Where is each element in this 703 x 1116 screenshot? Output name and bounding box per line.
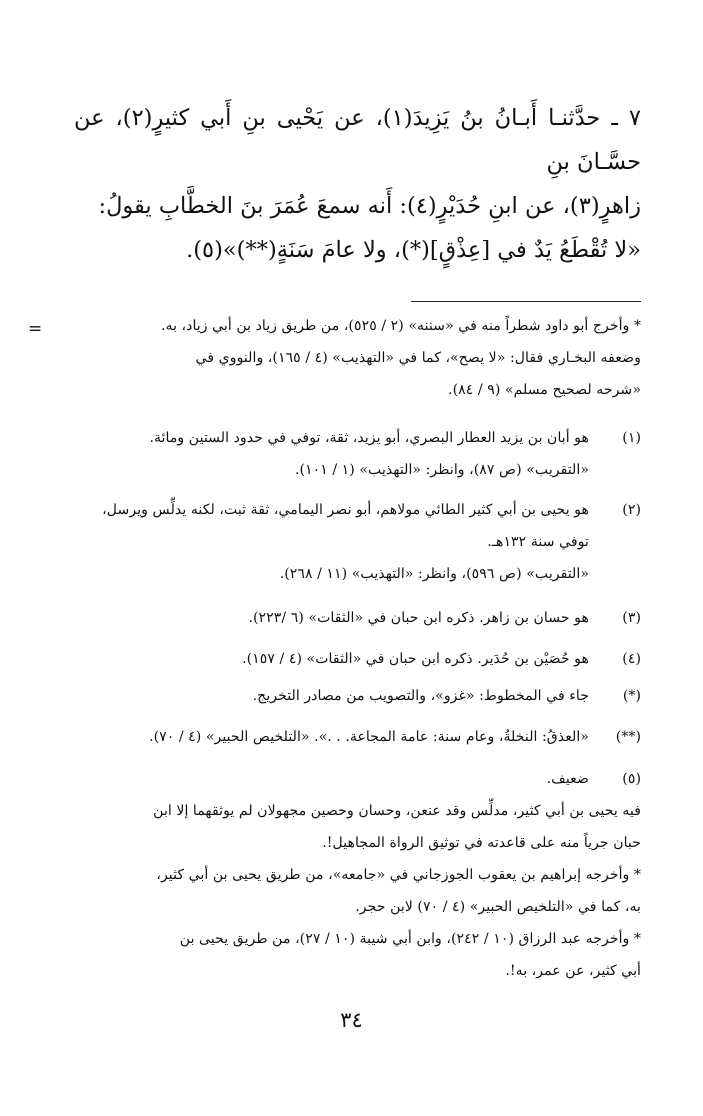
footnote-line: حبان جرياً منه على قاعدته في توثيق الرواة المجاهيل!. <box>322 835 641 851</box>
footnote-continuation <box>80 310 641 406</box>
hadith-text <box>74 96 641 272</box>
footnote-separator <box>411 301 641 302</box>
hadith-line: ٧ ـ حدَّثنـا أَبـانُ بنُ يَزِيدَ(١)، عن يَحْيى بنِ أَبي كثيرٍ(٢)، عن حسَّـانَ بنِ <box>74 105 641 175</box>
footnote-line: * وأخرج أبو داود شطراً منه في «سننه» (٢ / ٥٢٥)، من طريق زياد بن أبي زياد، به. <box>160 318 641 334</box>
footnote-marker: (٥) <box>622 771 641 787</box>
footnote-line: هو أبان بن يزيد العطار البصري، أبو يزيد، ثقة، توفي في حدود الستين ومائة. <box>149 430 589 446</box>
footnote-line: «التقريب» (ص ٥٩٦)، وانظر: «التهذيب» (١١ / ٢٦٨). <box>279 566 589 582</box>
footnote-marker: (**) <box>615 729 641 745</box>
footnote-4 <box>80 643 641 675</box>
footnote-line: «شرحه لصحيح مسلم» (٩ / ٨٤). <box>448 382 641 398</box>
footnote-marker: (٢) <box>622 502 641 518</box>
footnote-marker: (٤) <box>622 651 641 667</box>
footnote-line: هو يحيى بن أبي كثير الطائي مولاهم، أبو نصر اليمامي، ثقة ثبت، لكنه يدلِّس ويرسل، <box>102 502 589 518</box>
continuation-mark: = <box>28 319 43 339</box>
footnote-line: جاء في المخطوط: «غزو»، والتصويب من مصادر التخريج. <box>252 688 589 704</box>
footnote-marker: (*) <box>622 688 641 704</box>
footnote-line: هو حسان بن زاهر. ذكره ابن حبان في «الثقات» (٦ /٢٢٣). <box>248 610 589 626</box>
footnote-line: ضعيف. <box>546 771 589 787</box>
footnote-line: وضعفه البخـاري فقال: «لا يصح»، كما في «التهذيب» (٤ / ١٦٥)، والنووي في <box>195 350 641 366</box>
footnote-3 <box>80 602 641 634</box>
hadith-line: «لا تُقْطَعُ يَدٌ في [عِذْقٍ](*)، ولا عامَ سَنَةٍ(**)»(٥). <box>186 237 641 263</box>
footnote-line: * وأخرجه إبراهيم بن يعقوب الجوزجاني في «جامعه»، من طريق يحيى بن أبي كثير، <box>156 867 641 883</box>
footnote-2 <box>80 494 641 590</box>
footnote-line: توفي سنة ١٣٢هـ. <box>487 534 589 550</box>
hadith-line: زاهرٍ(٣)، عن ابنِ حُدَيْرٍ(٤): أَنه سمعَ عُمَرَ بنَ الخطَّابِ يقولُ: <box>98 193 641 219</box>
footnote-5 <box>80 763 641 795</box>
footnote-star <box>80 680 641 712</box>
footnote-marker: (١) <box>622 430 641 446</box>
footnote-marker: (٣) <box>622 610 641 626</box>
page-number: ٣٤ <box>340 1008 363 1032</box>
footnote-line: «التقريب» (ص ٨٧)، وانظر: «التهذيب» (١ / ١٠١). <box>294 462 589 478</box>
footnote-line: هو حُصَيْن بن حُدَير. ذكره ابن حبان في «الثقات» (٤ / ١٥٧). <box>242 651 589 667</box>
footnote-line: أبي كثير، عن عمر، به!. <box>505 963 641 979</box>
footnote-line: «العذقُ: النخلةُ، وعام سنة: عامة المجاعة. . .». «التلخيص الحبير» (٤ / ٧٠). <box>149 729 589 745</box>
footnote-double-star <box>80 721 641 753</box>
footnote-line: فيه يحيى بن أبي كثير، مدلِّس وقد عنعن، وحسان وحصين مجهولان لم يوثقهما إلا ابن <box>153 803 641 819</box>
footnote-1 <box>80 422 641 486</box>
footnote-line: به، كما في «التلخيص الحبير» (٤ / ٧٠) لابن حجر. <box>355 899 641 915</box>
footnote-line: * وأخرجه عبد الرزاق (١٠ / ٢٤٢)، وابن أبي شيبة (١٠ / ٢٧)، من طريق يحيى بن <box>179 931 641 947</box>
footnote-5-commentary <box>80 795 641 987</box>
